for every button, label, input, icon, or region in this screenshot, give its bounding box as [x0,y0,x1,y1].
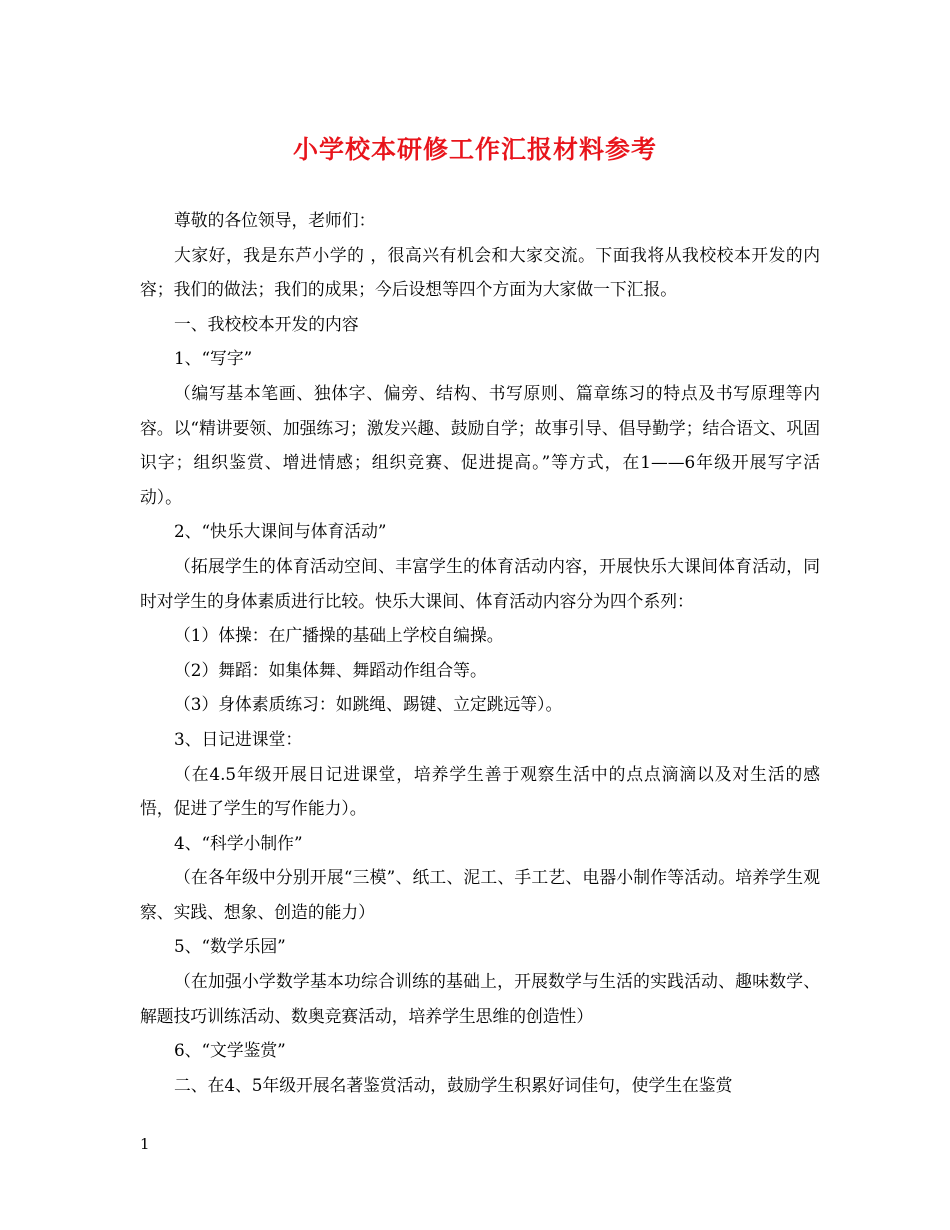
intro-paragraph: 大家好，我是东芦小学的 ，很高兴有机会和大家交流。下面我将从我校校本开发的内容；我们的做法；我们的成果；今后设想等四个方面为大家做一下汇报。 [140,244,820,300]
item-detail-break-activity: （拓展学生的体育活动空间、丰富学生的体育活动内容，开展快乐大课间体育活动，同时对学生的身体素质进行比较。快乐大课间、体育活动内容分为四个系列： [140,555,820,611]
item-heading-science: 4、“科学小制作” [174,832,303,853]
document-title: 小学校本研修工作汇报材料参考 [292,135,657,164]
item-heading-math: 5、“数学乐园” [174,936,286,957]
sub-item-dance: （2）舞蹈：如集体舞、舞蹈动作组合等。 [174,659,487,680]
sub-item-fitness: （3）身体素质练习：如跳绳、踢键、立定跳远等）。 [174,694,563,715]
page-number: 1 [140,1135,150,1153]
item-heading-literature: 6、“文学鉴赏” [174,1040,286,1061]
item-detail-math: （在加强小学数学基本功综合训练的基础上，开展数学与生活的实践活动、趣味数学、解题技巧训练活动、数奥竞赛活动，培养学生思维的创造性） [140,971,820,1026]
section-heading-one: 一、我校校本开发的内容 [174,313,359,334]
item-heading-writing: 1、“写字” [174,348,253,369]
greeting-paragraph: 尊敬的各位领导，老师们： [174,210,376,230]
item-detail-writing: （编写基本笔画、独体字、偏旁、结构、书写原则、篇章练习的特点及书写原理等内容。以“精讲要领、加强练习；激发兴趣、鼓励自学；故事引导、倡导勤学；结合语文、巩固识字；组织鉴赏、增进情感；组织竞赛、促进提高。”等方式，在1——6年级开展写字活动）。 [140,382,820,507]
document-body [140,203,820,1102]
item-detail-diary: （在4.5年级开展日记进课堂，培养学生善于观察生活中的点点滴滴以及对生活的感悟，促进了学生的写作能力）。 [140,763,820,819]
item-heading-diary: 3、日记进课堂： [174,728,303,749]
section-paragraph-two: 二、在4、5年级开展名著鉴赏活动，鼓励学生积累好词佳句，使学生在鉴赏 [174,1074,733,1095]
item-heading-break-activity: 2、“快乐大课间与体育活动” [174,521,387,542]
sub-item-gymnastics: （1）体操：在广播操的基础上学校自编操。 [174,625,504,646]
item-detail-science: （在各年级中分别开展“三模”、纸工、泥工、手工艺、电器小制作等活动。培养学生观察、实践、想象、创造的能力） [140,867,820,922]
